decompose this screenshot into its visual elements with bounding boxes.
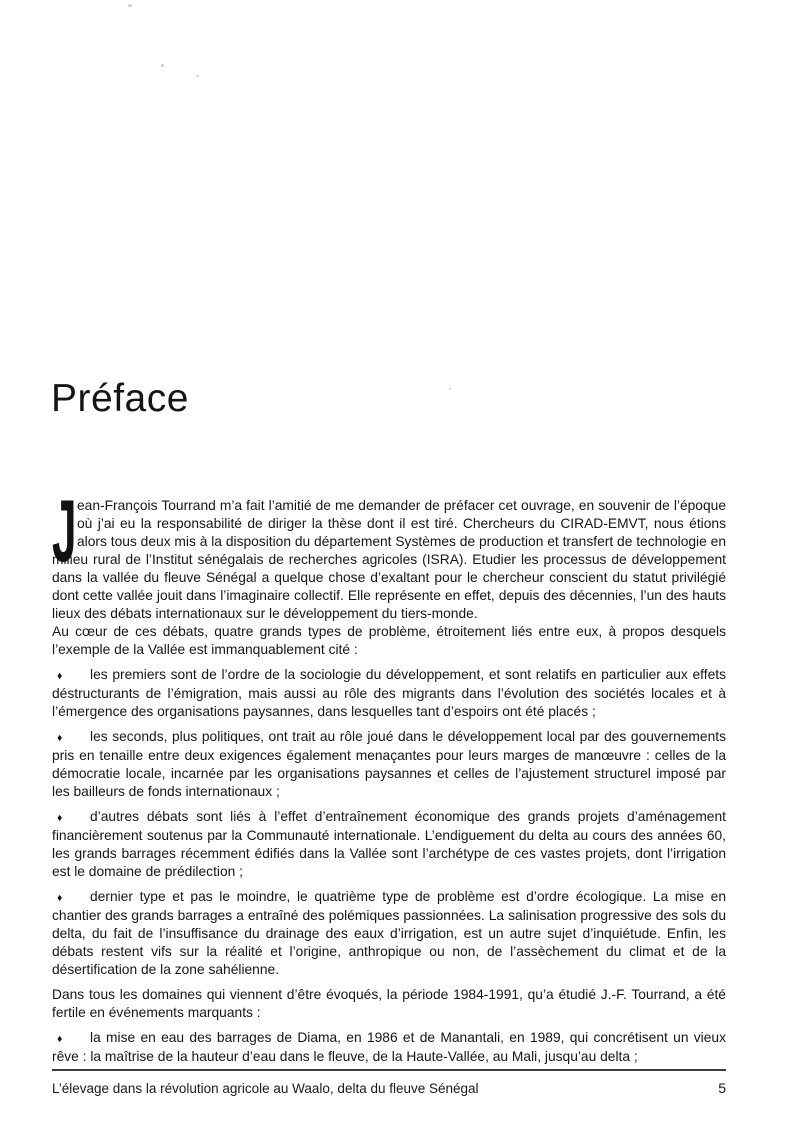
bullet-item	[52, 808, 726, 881]
scan-speck	[128, 4, 132, 7]
diamond-bullet-icon: ♦	[57, 1033, 63, 1045]
intro-paragraph	[52, 481, 726, 623]
drop-cap: J	[52, 481, 77, 580]
bullet-item	[52, 666, 726, 721]
scan-speck	[161, 64, 164, 67]
bullet-text: d’autres débats sont liés à l’effet d’entraînement économique des grands projets d’aménagement financièrement soutenus par la Communauté internationale. L’endiguement du delta au cours des années 60, les grands barrages récemment édifiés dans la Vallée sont l’archétype de ces vastes projets, dont l’irrigation est le domaine de prédilection ;	[52, 809, 726, 879]
bullet-text: les seconds, plus politiques, ont trait au rôle joué dans le développement local par des gouvernements pris en tenaille entre deux exigences également menaçantes pour leurs marges de manœuvre : celles de la démocratie locale, incarnée par les organisations paysannes et celles de l’ajustement structurel imposé par les bailleurs de fonds internationaux ;	[52, 729, 726, 799]
bullet-item	[52, 728, 726, 801]
scan-speck	[196, 75, 199, 77]
bullet-text: les premiers sont de l’ordre de la sociologie du développement, et sont relatifs en particulier aux effets déstructurants de l’émigration, mais aussi au rôle des migrants dans l’évolution des sociétés locales et à l’émergence des organisations paysannes, dans lesquelles tant d’espoirs ont été placés ;	[52, 667, 726, 719]
scan-speck	[449, 388, 451, 390]
preface-body	[52, 481, 726, 1066]
page-title: Préface	[51, 377, 189, 420]
footer	[52, 1069, 726, 1096]
intro-text: ean-François Tourrand m’a fait l’amitié de me demander de préfacer cet ouvrage, en souvenir de l’époque où j’ai eu la responsabilité de diriger la thèse dont il est tiré. Chercheurs du CIRAD-EMVT, nous étions alors tous deux mis à la disposition du département Systèmes de production et transfert de technologie en milieu rural de l’Institut sénégalais de recherches agricoles (ISRA). Etudier les processus de développement dans la vallée du fleuve Sénégal a quelque chose d’exaltant pour le chercheur conscient du statut privilégié dont cette vallée jouit dans l’imaginaire collectif. Elle représente en effet, depuis des décennies, l’un des hauts lieux des débats internationaux sur le développement du tiers-monde.	[52, 498, 726, 621]
diamond-bullet-icon: ♦	[57, 892, 63, 904]
footer-page-number: 5	[718, 1080, 726, 1096]
diamond-bullet-icon: ♦	[57, 732, 63, 744]
bullet-text: dernier type et pas le moindre, le quatrième type de problème est d’ordre écologique. La mise en chantier des grands barrages a entraîné des polémiques passionnées. La salinisation progressive des sols du delta, du fait de l’insuffisance du drainage des eaux d’irrigation, est un autre sujet d’inquiétude. Enfin, les débats restent vifs sur la réalité et l’origine, anthropique ou non, de l’assèchement du climat et de la désertification de la zone sahélienne.	[52, 889, 726, 977]
paragraph-debates: Au cœur de ces débats, quatre grands types de problème, étroitement liés entre eux, à propos desquels l’exemple de la Vallée est immanquablement cité :	[52, 624, 726, 657]
diamond-bullet-icon: ♦	[57, 670, 63, 682]
bullet-text: la mise en eau des barrages de Diama, en 1986 et de Manantali, en 1989, qui concrétisent un vieux rêve : la maîtrise de la hauteur d’eau dans le fleuve, de la Haute-Vallée, au Mali, jusqu’au delta ;	[52, 1030, 726, 1064]
footer-book-title: L’élevage dans la révolution agricole au Waalo, delta du fleuve Sénégal	[52, 1081, 479, 1096]
paragraph-period: Dans tous les domaines qui viennent d’être évoqués, la période 1984-1991, qu’a étudié J.-F. Tourrand, a été fertile en événements marquants :	[52, 987, 726, 1020]
bullet-item	[52, 1029, 726, 1066]
diamond-bullet-icon: ♦	[57, 812, 63, 824]
bullet-item	[52, 888, 726, 979]
footer-rule	[52, 1069, 726, 1071]
